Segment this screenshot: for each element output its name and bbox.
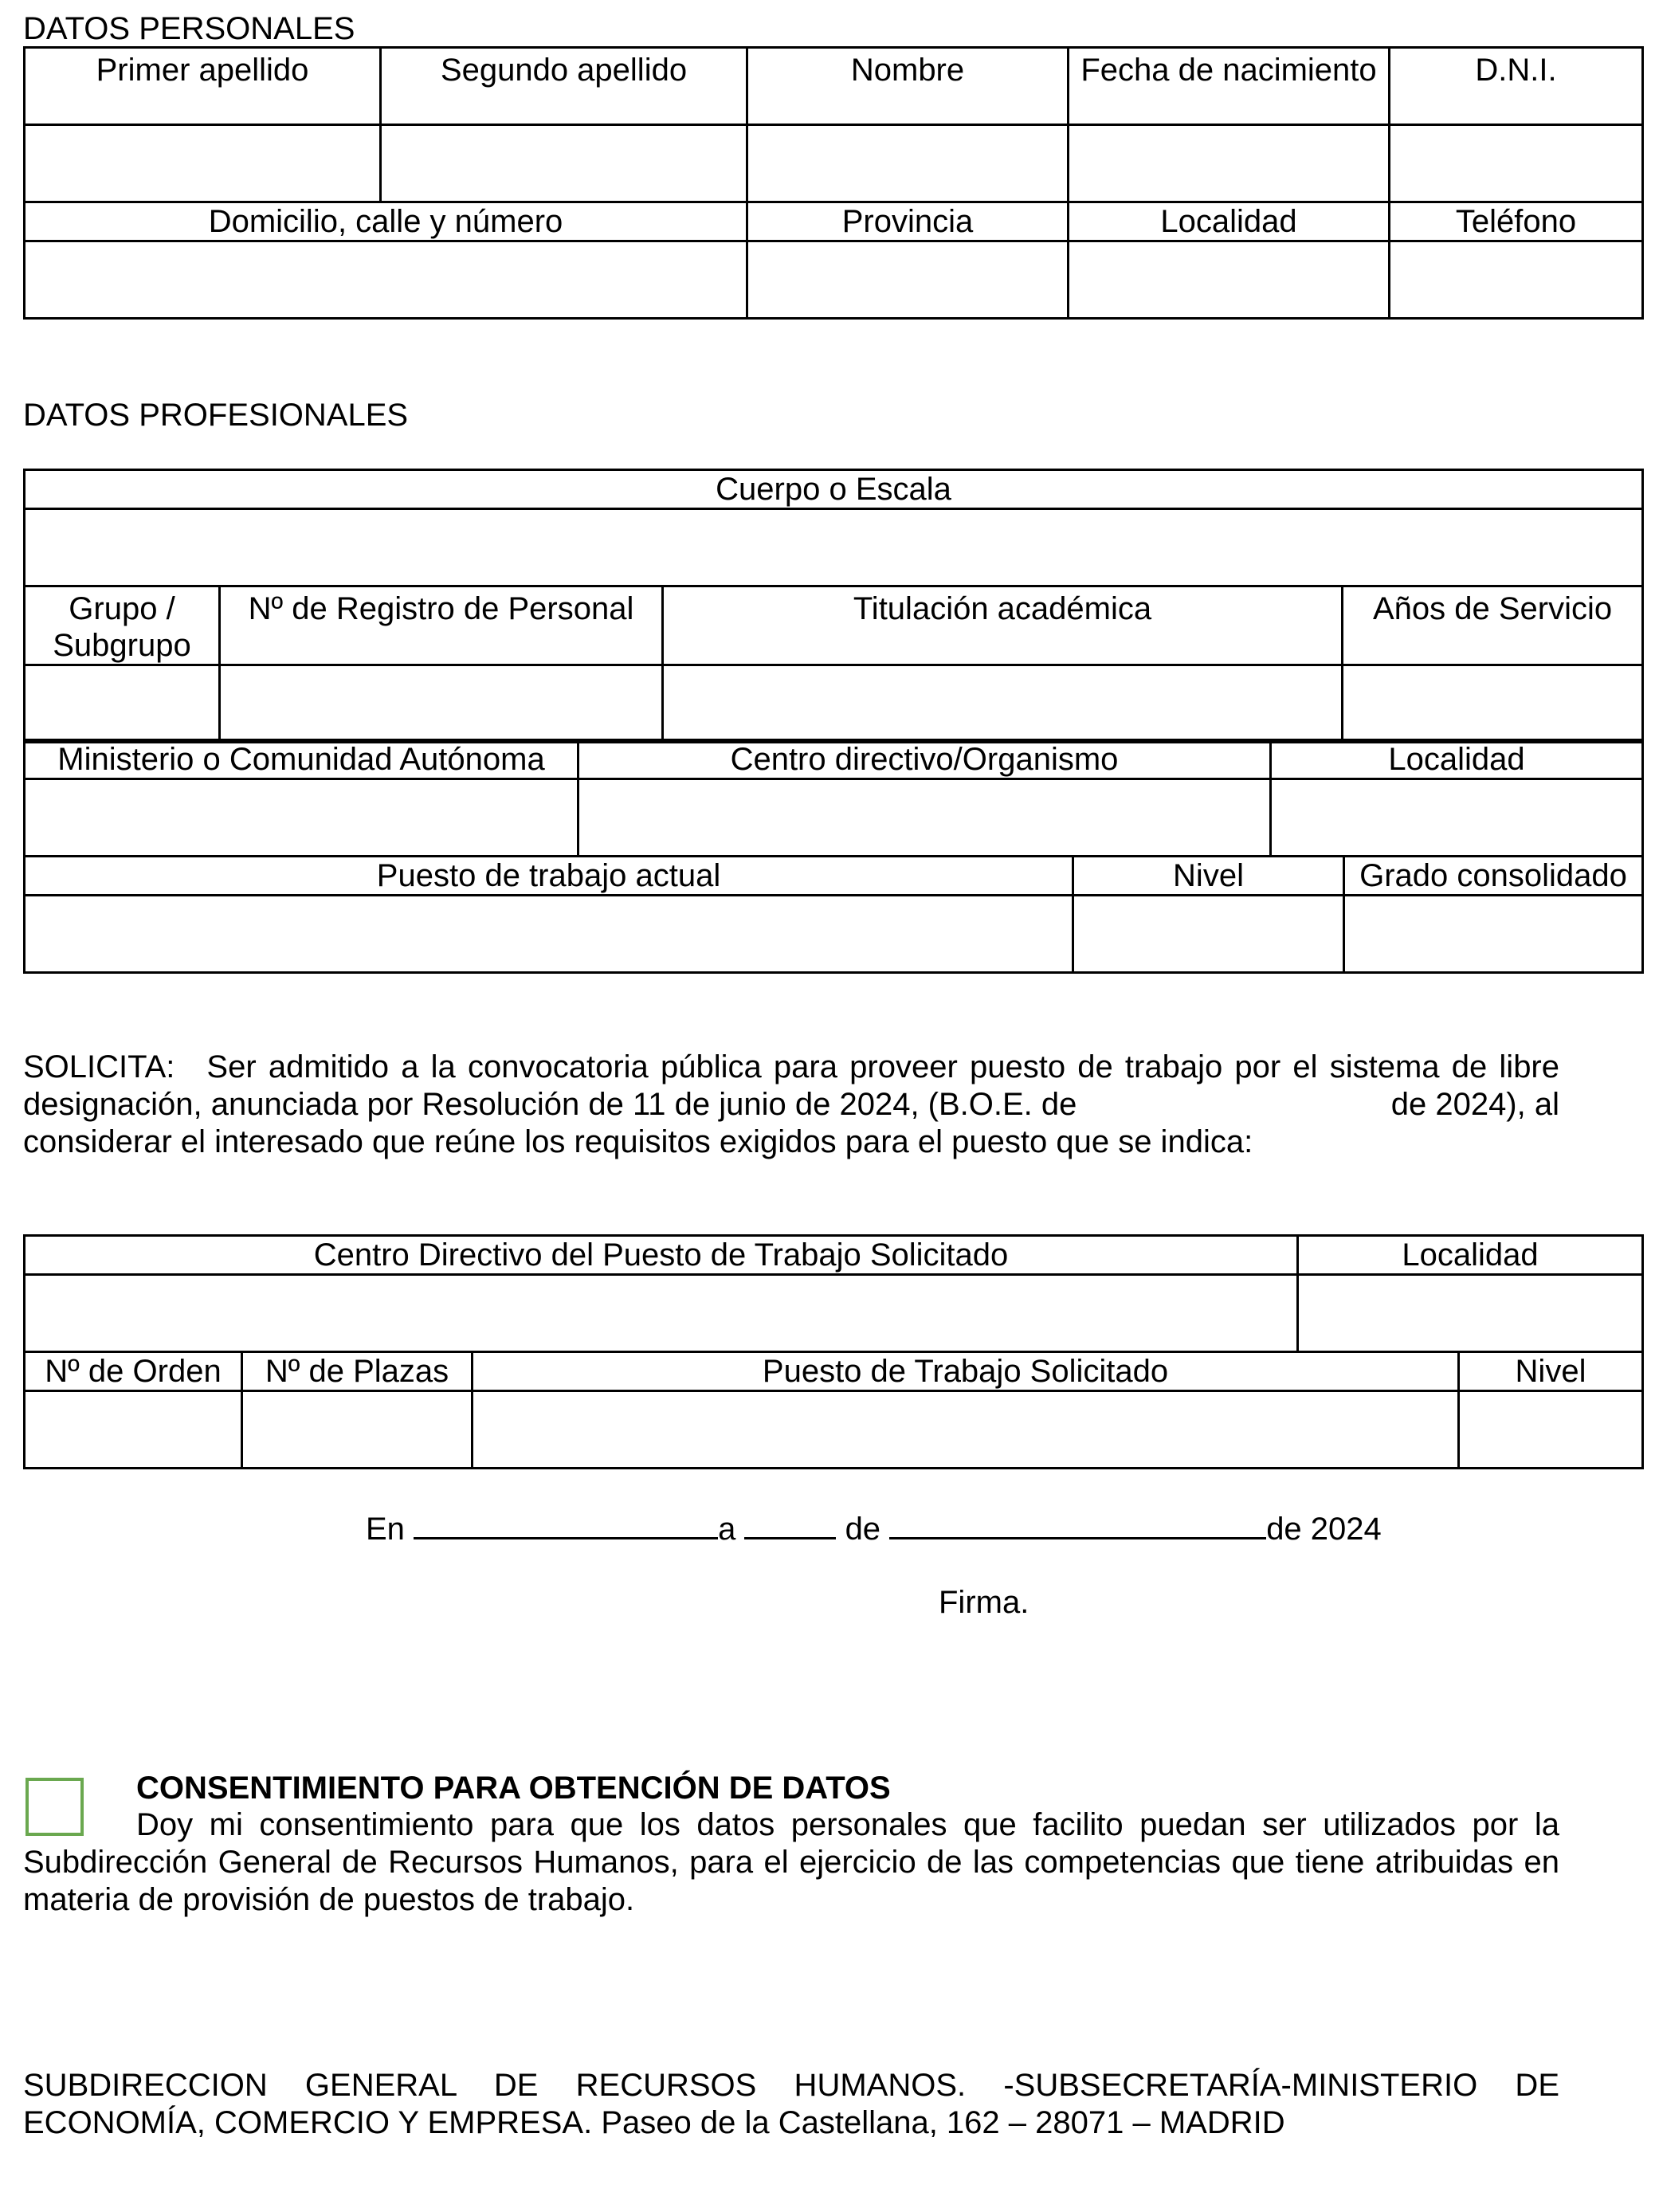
field-registro-personal[interactable] — [220, 665, 663, 743]
field-localidad[interactable] — [1069, 241, 1390, 319]
label-puesto-solicitado: Puesto de Trabajo Solicitado — [473, 1352, 1459, 1391]
field-numero-orden[interactable] — [25, 1391, 242, 1469]
field-cuerpo-escala[interactable] — [25, 509, 1643, 586]
section-title-professional: DATOS PROFESIONALES — [23, 398, 409, 433]
field-primer-apellido[interactable] — [25, 125, 381, 202]
label-nivel-solicitado: Nivel — [1459, 1352, 1643, 1391]
label-cuerpo-escala: Cuerpo o Escala — [25, 470, 1643, 509]
label-puesto-actual: Puesto de trabajo actual — [25, 857, 1073, 896]
label-registro-personal: Nº de Registro de Personal — [220, 586, 663, 665]
date-place-field[interactable] — [414, 1508, 718, 1539]
date-a-label: a — [718, 1512, 736, 1547]
solicita-line-2b: de 2024), al — [1390, 1087, 1559, 1122]
label-anos-servicio: Años de Servicio — [1343, 586, 1643, 665]
field-fecha-nacimiento[interactable] — [1069, 125, 1390, 202]
field-centro-directivo[interactable] — [578, 779, 1271, 857]
field-nivel-actual[interactable] — [1073, 896, 1344, 973]
field-grado-consolidado[interactable] — [1344, 896, 1643, 973]
solicita-lead: SOLICITA: — [23, 1049, 175, 1084]
label-localidad-solicitada: Localidad — [1298, 1236, 1643, 1275]
field-domicilio[interactable] — [25, 241, 747, 319]
requested-post-table-2 — [23, 1351, 1641, 1469]
field-segundo-apellido[interactable] — [381, 125, 747, 202]
label-provincia: Provincia — [747, 202, 1069, 241]
label-telefono: Teléfono — [1390, 202, 1643, 241]
solicita-line-2a: designación, anunciada por Resolución de 11 de junio de 2024, (B.O.E. de — [23, 1087, 1077, 1122]
label-localidad-profesional: Localidad — [1271, 740, 1643, 779]
firma-label: Firma. — [939, 1585, 1029, 1620]
label-grado-consolidado: Grado consolidado — [1344, 857, 1643, 896]
professional-data-table-1 — [23, 469, 1641, 743]
consent-text: Doy mi consentimiento para que los datos personales que facilito puedan ser utilizados por la Subdirección General de Recursos Humanos, para el ejercicio de las competencias que tiene atribuidas en materia de provisión de puestos de trabajo. — [23, 1807, 1559, 1917]
date-de-label: de — [845, 1512, 881, 1547]
field-titulacion[interactable] — [663, 665, 1343, 743]
field-provincia[interactable] — [747, 241, 1069, 319]
label-centro-directivo: Centro directivo/Organismo — [578, 740, 1271, 779]
date-en-label: En — [366, 1512, 405, 1547]
label-primer-apellido: Primer apellido — [25, 48, 381, 125]
solicita-line-1-text: Ser admitido a la convocatoria pública para proveer puesto de trabajo por el sistema de libre — [206, 1049, 1559, 1084]
label-numero-plazas: Nº de Plazas — [242, 1352, 473, 1391]
professional-data-table-2 — [23, 739, 1641, 857]
field-localidad-profesional[interactable] — [1271, 779, 1643, 857]
field-dni[interactable] — [1390, 125, 1643, 202]
label-fecha-nacimiento: Fecha de nacimiento — [1069, 48, 1390, 125]
solicita-line-3: considerar el interesado que reúne los requisitos exigidos para el puesto que se indica: — [23, 1124, 1253, 1159]
label-domicilio: Domicilio, calle y número — [25, 202, 747, 241]
field-puesto-actual[interactable] — [25, 896, 1073, 973]
personal-data-table — [23, 46, 1641, 320]
signature-date-line — [366, 1508, 1382, 1548]
date-month-field[interactable] — [889, 1508, 1266, 1539]
label-nivel-actual: Nivel — [1073, 857, 1344, 896]
consent-title: CONSENTIMIENTO PARA OBTENCIÓN DE DATOS — [136, 1771, 891, 1806]
field-puesto-solicitado[interactable] — [473, 1391, 1459, 1469]
label-centro-solicitado: Centro Directivo del Puesto de Trabajo Solicitado — [25, 1236, 1298, 1275]
field-centro-solicitado[interactable] — [25, 1275, 1298, 1352]
label-numero-orden: Nº de Orden — [25, 1352, 242, 1391]
label-segundo-apellido: Segundo apellido — [381, 48, 747, 125]
field-grupo-subgrupo[interactable] — [25, 665, 220, 743]
label-ministerio: Ministerio o Comunidad Autónoma — [25, 740, 578, 779]
field-nombre[interactable] — [747, 125, 1069, 202]
date-day-field[interactable] — [744, 1508, 836, 1539]
label-grupo-subgrupo: Grupo / Subgrupo — [25, 586, 220, 665]
solicita-line-2 — [23, 1086, 1559, 1124]
footer-address: SUBDIRECCION GENERAL DE RECURSOS HUMANOS. -SUBSECRETARÍA-MINISTERIO DE ECONOMÍA, COMERCIO Y EMPRESA. Paseo de la Castellana, 162 – 28071 – MADRID — [23, 2068, 1559, 2140]
solicita-line-1 — [23, 1049, 1559, 1086]
field-nivel-solicitado[interactable] — [1459, 1391, 1643, 1469]
field-anos-servicio[interactable] — [1343, 665, 1643, 743]
field-telefono[interactable] — [1390, 241, 1643, 319]
professional-data-table-3 — [23, 855, 1641, 974]
label-titulacion: Titulación académica — [663, 586, 1343, 665]
label-dni: D.N.I. — [1390, 48, 1643, 125]
field-ministerio[interactable] — [25, 779, 578, 857]
label-nombre: Nombre — [747, 48, 1069, 125]
solicita-paragraph — [23, 1049, 1559, 1161]
field-localidad-solicitada[interactable] — [1298, 1275, 1643, 1352]
section-title-personal: DATOS PERSONALES — [23, 11, 355, 46]
field-numero-plazas[interactable] — [242, 1391, 473, 1469]
date-year-label: de 2024 — [1266, 1512, 1382, 1547]
requested-post-table-1 — [23, 1234, 1641, 1353]
label-localidad: Localidad — [1069, 202, 1390, 241]
